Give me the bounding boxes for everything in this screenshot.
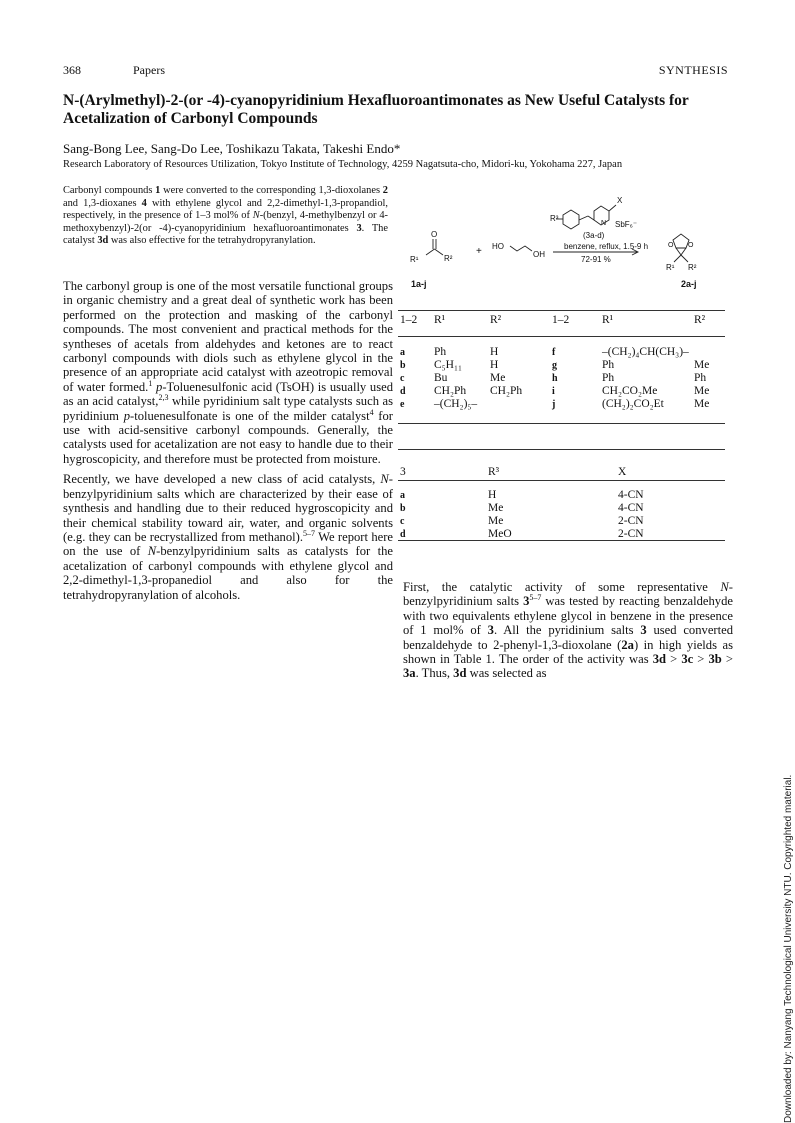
paragraph-first: First, the catalytic activity of some representative N-benzylpyridinium salts 3$^{5-7}$ was tested by reacting benzaldehyde with two equivalents ethylene glycol in benzene in the presence of 1 mol% of 3. All the pyridinium salts 3 used converted benzaldehyde to 2-phenyl-1,3-dioxolane (2a) in high yields as shown in Table 1. The order of the activity was 3d > 3c > 3b > 3a. Thus, 3d was selected as <box>403 580 733 681</box>
dioxolane-ring-icon <box>673 234 689 248</box>
scheme-oh: OH <box>533 250 545 259</box>
author-list: Sang-Bong Lee, Sang-Do Lee, Toshikazu Takata, Takeshi Endo* <box>63 141 401 156</box>
table-header-cell: 3 <box>400 466 406 478</box>
table-row <box>398 372 723 385</box>
table-header-cell: R² <box>490 314 502 326</box>
scheme-x: X <box>617 196 623 205</box>
table-cell: H <box>488 489 497 501</box>
table-cell: (CH₂)₂CO₂Et <box>602 398 664 410</box>
table-header-cell: R¹ <box>434 314 446 326</box>
table-row <box>398 502 723 515</box>
table-cell: Me <box>694 398 710 410</box>
table-row <box>398 359 723 372</box>
table-cell: C₅H₁₁ <box>434 359 463 371</box>
table-cell: Me <box>488 502 504 514</box>
scheme-label-1: 1a-j <box>411 279 427 289</box>
table-cell: f <box>552 347 556 358</box>
table-cell: Me <box>694 359 710 371</box>
table-cell: Ph <box>602 372 615 384</box>
table-header-cell: 1–2 <box>552 314 570 326</box>
paragraph-recently: Recently, we have developed a new class of acid catalysts, N-benzylpyridinium salts which are characterized by their ease of synthesis and handling due to their reduced hygroscopicity and their chemical stability toward air, water, and organic solvents (e.g. they can be recrystallized from methanol).$^{5-7}$ We report here on the use of N-benzylpyridinium salts as catalysts for the acetalization of carbonyl compounds with ethylene glycol and 2,2-dimethyl-1,3-propanediol and also for the tetrahydropyranylation of alcohols. <box>63 472 393 602</box>
table-cell: CH₂Ph <box>434 385 467 397</box>
table-cell: Me <box>488 515 504 527</box>
table-cell: –(CH₂)₄CH(CH₃)– <box>602 346 689 358</box>
table-cell: c <box>400 516 405 527</box>
article-title: N-(Arylmethyl)-2-(or -4)-cyanopyridinium Hexafluoroantimonates as New Useful Catalysts for Acetalization of Carbonyl Compounds <box>63 92 689 127</box>
table-cell: 2-CN <box>618 515 644 527</box>
affiliation: Research Laboratory of Resources Utilization, Tokyo Institute of Technology, 4259 Nagatsuta-cho, Midori-ku, Yokohama 227, Japan <box>63 159 623 170</box>
download-watermark: Downloaded by: Nanyang Technological University NTU. Copyrighted material. <box>783 774 794 1123</box>
table-cell: –(CH₂)₅– <box>434 398 478 410</box>
table-cell: Ph <box>694 372 707 384</box>
substituent-table-1 <box>398 314 723 411</box>
section-name: Papers <box>133 63 165 77</box>
table-cell: b <box>400 503 406 514</box>
table-cell: a <box>400 347 405 358</box>
substituent-table-2 <box>398 453 723 541</box>
table-cell: d <box>400 386 406 397</box>
table-cell: a <box>400 490 405 501</box>
scheme-plus: + <box>476 246 482 257</box>
scheme-conditions: benzene, reflux, 1.5-9 h <box>564 242 649 251</box>
table-cell: g <box>552 360 557 371</box>
table-cell: b <box>400 360 406 371</box>
table-cell: 2-CN <box>618 528 644 540</box>
table-cell: H <box>490 359 499 371</box>
table-cell: e <box>400 399 405 410</box>
table-row <box>398 385 723 398</box>
table-cell: j <box>552 399 556 410</box>
scheme-ho: HO <box>492 242 504 251</box>
table-row <box>398 398 723 411</box>
paragraph-intro: The carbonyl group is one of the most versatile functional groups in organic chemistry and a great deal of synthetic work has been performed on the protection and masking of the carbonyl compounds. The most convenient and practical methods for the syntheses of acetals from aldehydes and ketones are to react carbonyl compounds with diols such as ethylene glycol in the presence of an appropriate acid catalyst with azeotropic removal of water formed.$^1$ p-Toluenesulfonic acid (TsOH) is usually used as an acid catalyst,$^{2,3}$ while pyridinium salt type catalysts such as pyridinium p-toluenesulfonate is one of the milder catalyst$^4$ for use with acid-sensitive carbonyl compounds. Generally, the catalysts used for acetalization are not easy to handle due to their hygroscopicity, and therefore must be protected from moisture. <box>63 279 393 466</box>
scheme-ring-o1: O <box>668 242 674 249</box>
table-header-row <box>398 314 723 338</box>
scheme-label-2: 2a-j <box>681 279 697 289</box>
table-cell: CH₂CO₂Me <box>602 385 658 397</box>
table-cell: d <box>400 529 406 540</box>
body-right-column <box>403 580 733 687</box>
scheme-r2-right: R² <box>688 263 697 272</box>
table-header-cell: R³ <box>488 466 500 478</box>
table-cell: Ph <box>434 346 447 358</box>
table-cell: Me <box>490 372 506 384</box>
table1-bottom-rule <box>398 423 725 424</box>
scheme-r3: R³ <box>550 214 559 223</box>
scheme-n-plus: N <box>601 220 607 227</box>
scheme-yield: 72-91 % <box>581 255 611 264</box>
table-cell: i <box>552 386 555 397</box>
journal-name: SYNTHESIS <box>658 63 728 77</box>
table2-top-rule <box>398 449 725 450</box>
table-cell: Ph <box>602 359 615 371</box>
table2-bottom-rule <box>398 540 725 541</box>
table-row <box>398 489 723 502</box>
table-cell: h <box>552 373 558 384</box>
scheme-carbonyl-o: O <box>431 230 438 239</box>
table-cell: CH₂Ph <box>490 385 523 397</box>
page-number: 368 <box>63 63 81 77</box>
table-cell: 4-CN <box>618 489 644 501</box>
scheme-r1-right: R¹ <box>666 263 675 272</box>
table-cell: H <box>490 346 499 358</box>
table-header-cell: R¹ <box>602 314 614 326</box>
table-cell: Bu <box>434 372 448 384</box>
abstract: Carbonyl compounds 1 were converted to the corresponding 1,3-dioxolanes 2 and 1,3-dioxanes 4 with ethylene glycol and 2,2-dimethyl-1,3-propandiol, respectively, in the presence of 1–3 mol% of N-(benzyl, 4-methylbenzyl or 4-methoxybenzyl)-2(or -4)-cyanopyridinium hexafluoroantimonates 3. The catalyst 3d was also effective for the tetrahydropyranylation. <box>63 185 388 247</box>
scheme-r2-left: R² <box>444 254 453 263</box>
scheme-r1-left: R¹ <box>410 255 419 264</box>
benzene-ring-icon <box>563 210 579 229</box>
table-cell: Me <box>694 385 710 397</box>
scheme-catalyst-label: (3a-d) <box>583 231 605 240</box>
table-header-row <box>398 453 723 479</box>
table1-top-rule <box>398 310 725 311</box>
table-cell: MeO <box>488 528 512 540</box>
table-row <box>398 346 723 359</box>
table-header-cell: 1–2 <box>400 314 418 326</box>
scheme-ring-o2: O <box>688 242 694 249</box>
body-left-column <box>63 279 393 608</box>
scheme-counterion: SbF₆⁻ <box>615 220 638 229</box>
table-header-cell: X <box>618 466 627 478</box>
table-row <box>398 515 723 528</box>
table-cell: c <box>400 373 405 384</box>
table-header-cell: R² <box>694 314 706 326</box>
table-cell: 4-CN <box>618 502 644 514</box>
reaction-scheme <box>398 180 733 300</box>
